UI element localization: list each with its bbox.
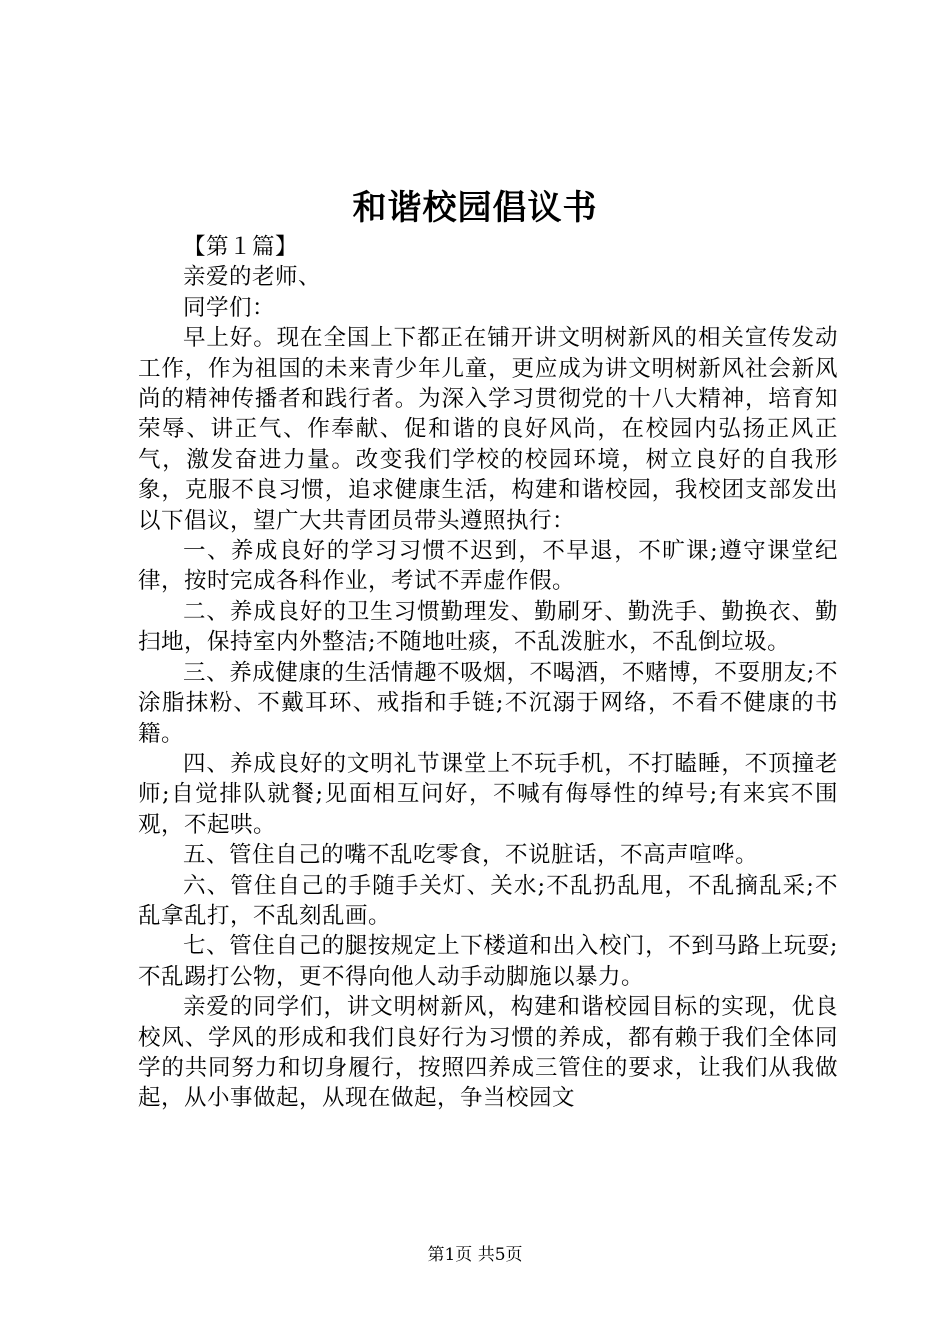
salutation-line: 同学们： xyxy=(183,294,276,321)
salutation-line: 亲爱的老师、 xyxy=(183,264,322,291)
page-number-footer: 第1页 共5页 xyxy=(427,1245,523,1265)
body-paragraph: 亲爱的同学们，讲文明树新风，构建和谐校园目标的实现，优良校风、学风的形成和我们良好行为习惯的养成，都有赖于我们全体同学的共同努力和切身履行，按照四养成三管住的要求，让我们从我做起，从小事做起，从现在做起，争当校园文 xyxy=(138,994,838,1112)
body-paragraph: 三、养成健康的生活情趣不吸烟，不喝酒，不赌博，不耍朋友;不涂脂抹粉、不戴耳环、戒指和手链;不沉溺于网络，不看不健康的书籍。 xyxy=(138,659,838,747)
document-body xyxy=(138,232,838,1114)
body-paragraph: 五、管住自己的嘴不乱吃零食，不说脏话，不高声喧哗。 xyxy=(183,842,759,869)
body-paragraph: 二、养成良好的卫生习惯勤理发、勤刷牙、勤洗手、勤换衣、勤扫地，保持室内外整洁;不随地吐痰，不乱泼脏水，不乱倒垃圾。 xyxy=(138,598,838,656)
body-paragraph: 一、养成良好的学习习惯不迟到，不早退，不旷课;遵守课堂纪律，按时完成各科作业，考试不弄虚作假。 xyxy=(138,538,838,595)
body-paragraph: 七、管住自己的腿按规定上下楼道和出入校门，不到马路上玩耍;不乱踢打公物，更不得向他人动手动脚施以暴力。 xyxy=(138,933,838,990)
section-heading: 【第１篇】 xyxy=(183,234,299,260)
body-paragraph: 六、管住自己的手随手关灯、关水;不乱扔乱甩，不乱摘乱采;不乱拿乱打，不乱刻乱画。 xyxy=(138,872,838,929)
document-title: 和谐校园倡议书 xyxy=(352,188,598,228)
body-paragraph: 早上好。现在全国上下都正在铺开讲文明树新风的相关宣传发动工作，作为祖国的未来青少年儿童，更应成为讲文明树新风社会新风尚的精神传播者和践行者。为深入学习贯彻党的十八大精神，培育知荣辱、讲正气、作奉献、促和谐的良好风尚，在校园内弘扬正风正气，激发奋进力量。改变我们学校的校园环境，树立良好的自我形象，克服不良习惯，追求健康生活，构建和谐校园，我校团支部发出以下倡议，望广大共青团员带头遵照执行： xyxy=(138,325,838,534)
body-paragraph: 四、养成良好的文明礼节课堂上不玩手机，不打瞌睡，不顶撞老师;自觉排队就餐;见面相互问好，不喊有侮辱性的绰号;有来宾不围观，不起哄。 xyxy=(138,750,838,838)
